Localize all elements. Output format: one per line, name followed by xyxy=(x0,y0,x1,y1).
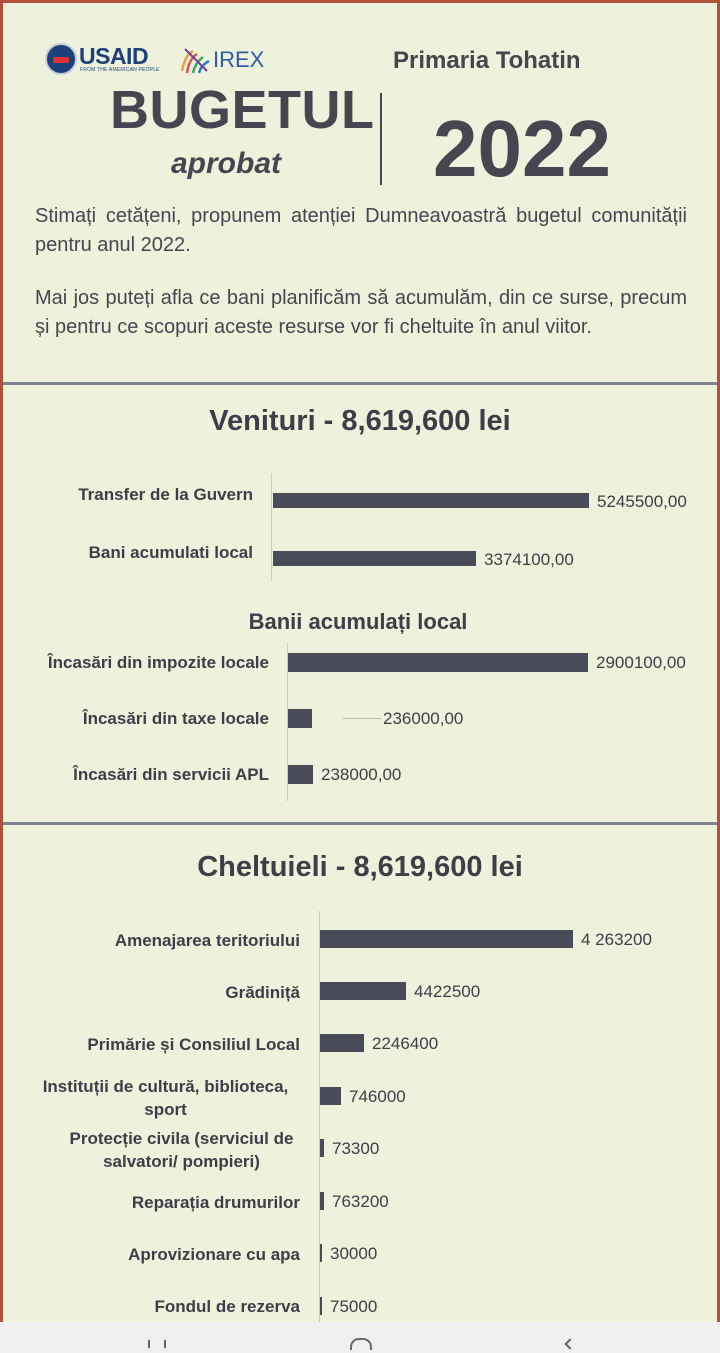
bar-amenajarea-teritoriului xyxy=(320,930,573,948)
bar-label: Transfer de la Guvern xyxy=(78,485,253,504)
bar-label: Protecție civila (serviciul de salvatori/ pompieri) xyxy=(69,1129,294,1171)
expenses-title: Cheltuieli - 8,619,600 lei xyxy=(197,851,523,883)
budget-year: 2022 xyxy=(433,104,611,193)
bar-label: Reparația drumurilor xyxy=(131,1193,300,1212)
bar-value: 238000,00 xyxy=(321,765,402,784)
page-title: BUGETUL xyxy=(110,80,375,140)
bar-label: Amenajarea teritoriului xyxy=(114,931,300,950)
section-divider xyxy=(3,822,717,825)
bar-gradinita xyxy=(320,982,406,1000)
irex-logo: IREX xyxy=(213,47,265,72)
bar-primarie xyxy=(320,1034,364,1052)
system-nav-bar xyxy=(0,1322,720,1353)
bar-value: 2900100,00 xyxy=(596,653,686,672)
bar-protectie-civila xyxy=(320,1139,324,1157)
bar-transfer-guvern xyxy=(273,493,589,508)
bar-value: 763200 xyxy=(332,1192,389,1211)
bar-label: Încasări din taxe locale xyxy=(82,709,269,728)
home-icon[interactable] xyxy=(350,1338,372,1350)
bar-value: 75000 xyxy=(330,1297,378,1316)
bar-cultura xyxy=(320,1087,341,1105)
intro-paragraph-2: Mai jos puteți afla ce bani planificăm să acumulăm, din ce surse, precum și pentru ce scopuri aceste resurse vor fi cheltuite în anul viitor. xyxy=(35,287,687,338)
bar-label: Primărie și Consiliul Local xyxy=(87,1035,300,1054)
bar-label: Încasări din impozite locale xyxy=(47,653,269,672)
bar-label: Fondul de rezerva xyxy=(154,1297,300,1316)
recent-apps-icon[interactable] xyxy=(148,1340,166,1348)
bar-value: 30000 xyxy=(330,1244,378,1263)
town-name: Primaria Tohatin xyxy=(393,47,581,74)
bar-value: 2246400 xyxy=(372,1034,439,1053)
bar-value: 236000,00 xyxy=(383,709,464,728)
back-icon[interactable] xyxy=(564,1338,575,1349)
bar-value: 4 263200 xyxy=(581,930,652,949)
bar-label: Grădiniță xyxy=(225,983,300,1002)
irex-emblem-icon xyxy=(179,45,211,75)
income-axis xyxy=(271,473,272,581)
bar-bani-acumulati-local xyxy=(273,551,476,566)
usaid-seal-icon xyxy=(45,43,77,75)
bar-label: Încasări din servicii APL xyxy=(73,765,269,784)
bar-label: Bani acumulati local xyxy=(88,543,253,562)
bar-impozite-locale xyxy=(288,653,588,672)
bar-value: 4422500 xyxy=(414,982,481,1001)
bar-value: 5245500,00 xyxy=(597,492,687,511)
usaid-logo: USAID xyxy=(79,43,149,69)
header-divider xyxy=(380,93,382,185)
page-subtitle: aprobat xyxy=(171,147,282,180)
intro-paragraph-1: Stimați cetățeni, propunem atenției Dumneavoastră bugetul comunității pentru anul 2022. xyxy=(35,205,687,256)
income-title: Venituri - 8,619,600 lei xyxy=(209,405,511,437)
bar-fondul-rezerva xyxy=(320,1297,322,1315)
usaid-tagline: FROM THE AMERICAN PEOPLE xyxy=(80,67,160,73)
leader-line xyxy=(343,718,381,719)
bar-value: 3374100,00 xyxy=(484,550,574,569)
section-divider xyxy=(3,382,717,385)
bar-value: 73300 xyxy=(332,1139,380,1158)
bar-taxe-locale xyxy=(288,709,312,728)
bar-label: Aprovizionare cu apa xyxy=(128,1245,300,1264)
local-income-title: Banii acumulați local xyxy=(248,609,468,634)
bar-drumuri xyxy=(320,1192,324,1210)
bar-apa xyxy=(320,1244,322,1262)
bar-value: 746000 xyxy=(349,1087,406,1106)
bar-servicii-apl xyxy=(288,765,313,784)
bar-label: Instituții de cultură, biblioteca, sport xyxy=(42,1077,289,1119)
